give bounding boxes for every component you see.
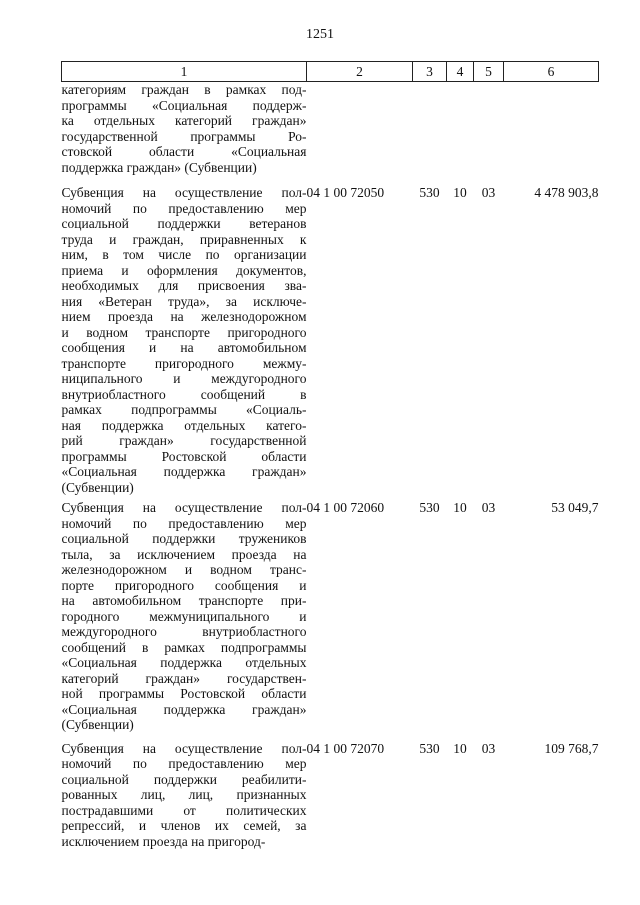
row-col3: 530 — [419, 185, 440, 200]
table-row — [62, 185, 599, 500]
row-col5: 03 — [481, 500, 496, 515]
row-col5 — [474, 82, 504, 186]
description-line: внутриобластного сообщений в — [61, 386, 307, 402]
row-code: 04 1 00 72060 — [306, 500, 385, 515]
budget-table — [61, 61, 599, 849]
description-line: ния «Ветеран труда», за исключе- — [61, 293, 307, 309]
page-number: 1251 — [306, 27, 334, 42]
description-line: порте пригородного сообщения и — [61, 577, 307, 593]
description-line: и водном транспорте пригородного — [61, 324, 307, 340]
description-line: труда и граждан, приравненных к — [61, 231, 307, 247]
description-line: нием проезда на железнодорожном — [61, 309, 307, 324]
row-description — [62, 500, 307, 741]
description-line: номочий по предоставлению мер — [61, 515, 307, 531]
row-col4: 10 — [453, 500, 467, 515]
description-line: приема и оформления документов, — [61, 262, 307, 278]
description-line: категориям граждан в рамках под- — [61, 82, 307, 97]
description-line: социальной поддержки реабилити- — [61, 771, 307, 787]
description-line: ная поддержка отдельных катего- — [61, 417, 307, 433]
row-col4: 10 — [453, 740, 467, 756]
description-line: на автомобильном транспорте при- — [61, 593, 307, 608]
row-code: 04 1 00 72050 — [306, 185, 385, 200]
description-line: категорий граждан» государствен- — [61, 670, 307, 686]
row-description — [62, 741, 307, 850]
description-line: стовской области «Социальная — [61, 144, 307, 159]
row-code — [307, 82, 413, 186]
row-col5: 03 — [481, 740, 496, 756]
row-code: 04 1 00 72070 — [306, 740, 385, 756]
description-line: необходимых для присвоения зва- — [61, 278, 307, 293]
description-line: «Социальная поддержка граждан» — [61, 701, 307, 717]
row-col3: 530 — [419, 740, 440, 756]
row-amount: 4 478 903,8 — [534, 185, 599, 200]
description-line: рамках подпрограммы «Социаль- — [61, 402, 307, 417]
description-line: программы Ростовской области — [61, 448, 307, 464]
header-col-1: 1 — [62, 62, 307, 82]
description-line: исключением проезда на пригород- — [61, 833, 266, 849]
description-line: (Субвенции) — [61, 717, 134, 732]
description-line: поддержка граждан» (Субвенции) — [61, 159, 257, 175]
description-line: ка отдельных категорий граждан» — [61, 113, 307, 128]
header-col-3: 3 — [413, 62, 447, 82]
row-amount — [504, 82, 599, 186]
description-line: сообщений в рамках подпрограммы — [61, 639, 307, 655]
description-line: ним, в том числе по организации — [61, 247, 307, 262]
table-row — [62, 82, 599, 186]
row-col3: 530 — [419, 500, 440, 515]
description-line: программы «Социальная поддерж- — [61, 97, 307, 113]
row-description — [62, 185, 307, 500]
description-line: Субвенция на осуществление пол- — [61, 185, 307, 200]
table-body — [62, 82, 599, 850]
description-line: пострадавшими от политических — [61, 802, 307, 818]
row-col5: 03 — [481, 185, 496, 200]
description-line: городного межмуниципального и — [61, 608, 307, 624]
description-line: Субвенция на осуществление пол- — [61, 500, 307, 515]
header-col-6: 6 — [504, 62, 599, 82]
row-amount: 109 768,7 — [544, 740, 599, 756]
description-line: номочий по предоставлению мер — [61, 756, 307, 771]
description-line: (Субвенции) — [61, 479, 134, 495]
table-header-row — [62, 62, 599, 82]
description-line: государственной программы Ро- — [61, 128, 307, 144]
description-line: рий граждан» государственной — [61, 433, 307, 448]
row-amount: 53 049,7 — [551, 500, 599, 515]
header-col-5: 5 — [474, 62, 504, 82]
description-line: тыла, за исключением проезда на — [61, 546, 307, 562]
description-line: Субвенция на осуществление пол- — [61, 740, 307, 756]
description-line: сообщения и на автомобильном — [61, 340, 307, 355]
description-line: «Социальная поддержка отдельных — [61, 655, 307, 670]
description-line: транспорте пригородного межму- — [61, 355, 307, 371]
description-line: междугородного внутриобластного — [61, 624, 307, 639]
description-line: репрессий, и членов их семей, за — [61, 818, 307, 833]
row-description — [62, 82, 307, 186]
description-line: социальной поддержки ветеранов — [61, 216, 307, 231]
row-col3 — [413, 82, 447, 186]
description-line: железнодорожном и водном транс- — [61, 562, 307, 577]
description-line: «Социальная поддержка граждан» — [61, 464, 307, 479]
table-row — [62, 741, 599, 850]
header-col-2: 2 — [307, 62, 413, 82]
description-line: номочий по предоставлению мер — [61, 200, 307, 216]
header-col-4: 4 — [447, 62, 474, 82]
row-col4: 10 — [453, 185, 467, 200]
description-line: ниципального и междугородного — [61, 371, 307, 386]
description-line: рованных лиц, лиц, признанных — [61, 787, 307, 802]
table-row — [62, 500, 599, 741]
description-line: ной программы Ростовской области — [61, 686, 307, 701]
row-col4 — [447, 82, 474, 186]
description-line: социальной поддержки тружеников — [61, 531, 307, 546]
